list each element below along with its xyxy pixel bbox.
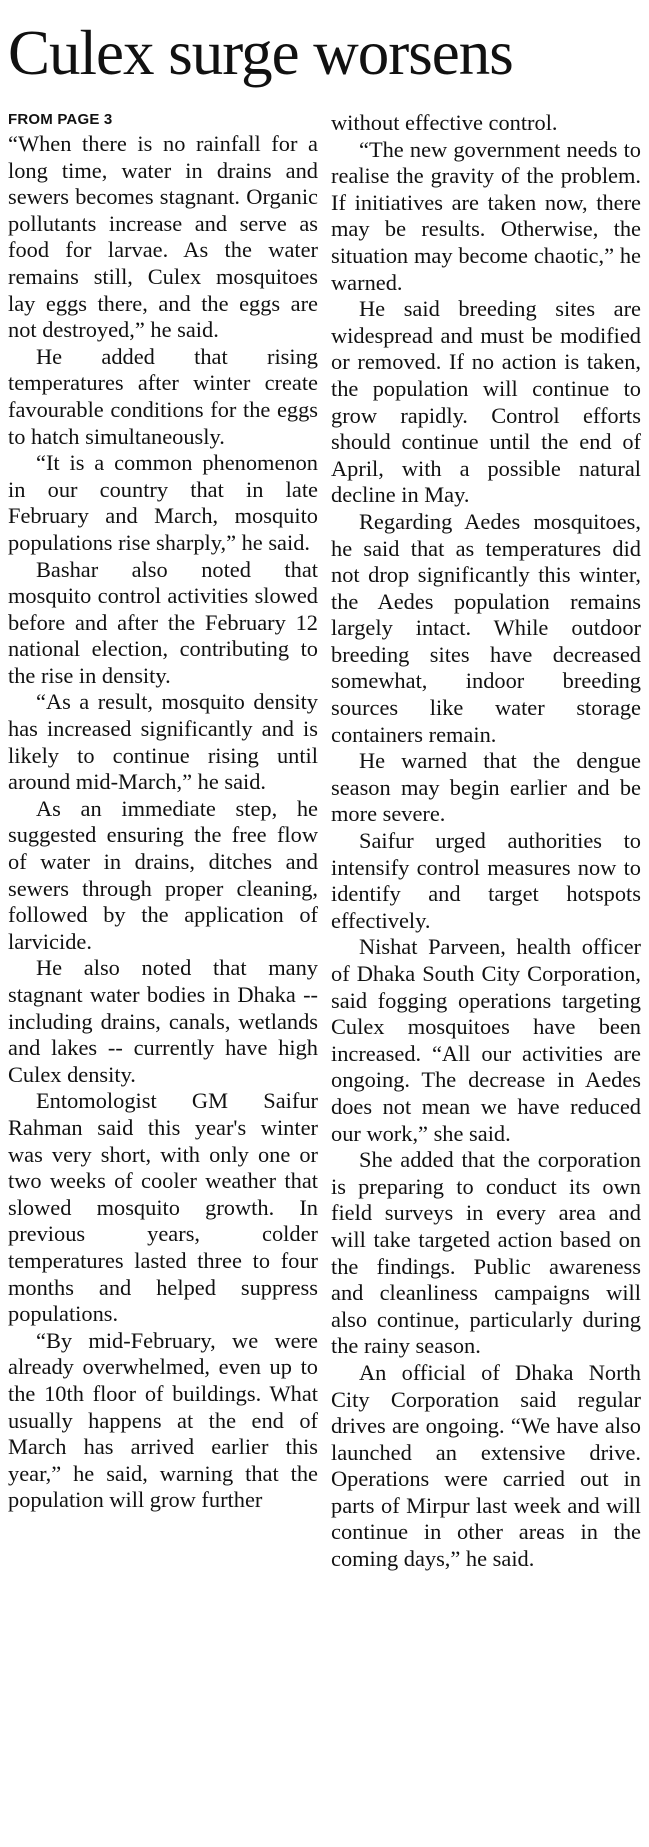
- paragraph: “By mid-February, we were already overwhelmed, even up to the 10th floor of buildings. What usually happens at the end of March has arrived earlier this year,” he said, warning that the population will grow further: [8, 1327, 318, 1513]
- paragraph: He warned that the dengue season may begin earlier and be more severe.: [331, 748, 641, 827]
- paragraph: Saifur urged authorities to intensify control measures now to identify and target hotspots effectively.: [331, 828, 641, 933]
- column-left: [8, 110, 318, 1573]
- paragraph: He said breeding sites are widespread and must be modified or removed. If no action is taken, the population will continue to grow rapidly. Control efforts should continue until the end of April, with a possible natural decline in May.: [331, 296, 641, 508]
- paragraph: Nishat Parveen, health officer of Dhaka South City Corporation, said fogging operations targeting Culex mosquitoes have been increased. “All our activities are ongoing. The decrease in Aedes does not mean we have reduced our work,” she said.: [331, 934, 641, 1146]
- paragraph: “As a result, mosquito density has increased significantly and is likely to continue rising until around mid-March,” he said.: [8, 689, 318, 795]
- headline: Culex surge worsens: [8, 18, 513, 88]
- column-right: [331, 110, 641, 1573]
- paragraph: She added that the corporation is preparing to conduct its own field surveys in every area and will take targeted action based on the findings. Public awareness and cleanliness campaigns will also continue, particularly during the rainy season.: [331, 1147, 641, 1359]
- paragraph: Bashar also noted that mosquito control activities slowed before and after the February 12 national election, contributing to the rise in density.: [8, 556, 318, 688]
- paragraph: As an immediate step, he suggested ensuring the free flow of water in drains, ditches and sewers through proper cleaning, followed by the application of larvicide.: [8, 795, 318, 954]
- paragraph: Entomologist GM Saifur Rahman said this year's winter was very short, with only one or two weeks of cooler weather that slowed mosquito growth. In previous years, colder temperatures lasted three to four months and helped suppress populations.: [8, 1088, 318, 1327]
- article-body: [8, 110, 641, 1573]
- paragraph: “The new government needs to realise the gravity of the problem. If initiatives are taken now, there may be results. Otherwise, the situation may become chaotic,” he warned.: [331, 136, 641, 295]
- paragraph: Regarding Aedes mosquitoes, he said that as temperatures did not drop significantly this winter, the Aedes population remains largely intact. While outdoor breeding sites have decreased somewhat, indoor breeding sources like water storage containers remain.: [331, 508, 641, 747]
- continued-from-label: FROM PAGE 3: [8, 111, 113, 128]
- paragraph: He added that rising temperatures after winter create favourable conditions for the eggs to hatch simultaneously.: [8, 343, 318, 449]
- paragraph: He also noted that many stagnant water bodies in Dhaka -- including drains, canals, wetlands and lakes -- currently have high Culex density.: [8, 955, 318, 1087]
- paragraph: without effective control.: [331, 110, 558, 135]
- paragraph: “When there is no rainfall for a long time, water in drains and sewers becomes stagnant. Organic pollutants increase and serve as food for larvae. As the water remains still, Culex mosquitoes lay eggs there, and the eggs are not destroyed,” he said.: [8, 131, 318, 343]
- paragraph: An official of Dhaka North City Corporation said regular drives are ongoing. “We have also launched an extensive drive. Operations were carried out in parts of Mirpur last week and will continue in other areas in the coming days,” he said.: [331, 1359, 641, 1572]
- paragraph: “It is a common phenomenon in our country that in late February and March, mosquito populations rise sharply,” he said.: [8, 450, 318, 555]
